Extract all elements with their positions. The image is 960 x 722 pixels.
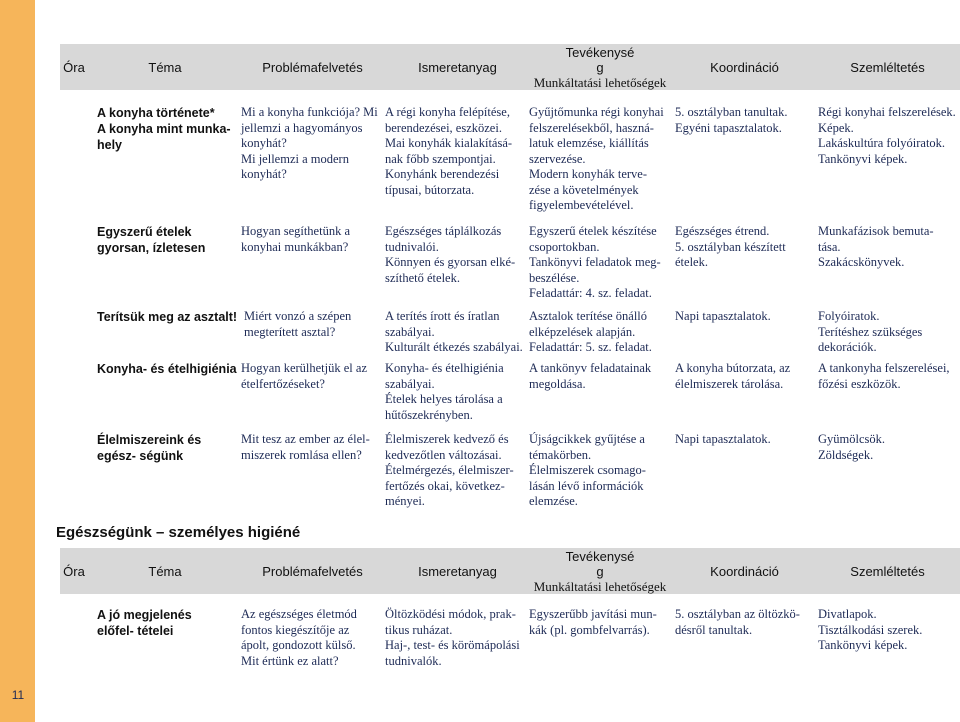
- row6-problema: Az egészséges életmód fontos kiegészítője az ápolt, gondozott külső. Mit értünk ez alatt?: [241, 607, 357, 668]
- row5-problema: Mit tesz az ember az élel- miszerek romlása ellen?: [241, 432, 370, 462]
- row6-szemleltetes: Divatlapok. Tisztálkodási szerek. Tankönyvi képek.: [818, 607, 923, 652]
- header-koordinacio: Koordináció: [710, 59, 779, 75]
- row2-szemleltetes: Munkafázisok bemuta- tása. Szakácskönyvek.: [818, 224, 934, 269]
- row1-koordinacio: 5. osztályban tanultak. Egyéni tapasztalatok.: [675, 105, 788, 135]
- row1-tevekenyseg: Gyűjtőmunka régi konyhai felszerelésekből, haszná- latuk elemzése, kiállítás szervezése. Modern konyhák terve- zése a követelmények figyelembevételével.: [529, 105, 664, 212]
- row4-tevekenyseg: A tankönyv feladatainak megoldása.: [529, 361, 652, 391]
- row4-ismeret: Konyha- és ételhigiénia szabályai. Ételek helyes tárolása a hűtőszekrényben.: [385, 361, 504, 422]
- row1-szemleltetes: Régi konyhai felszerelések. Képek. Lakáskultúra folyóiratok. Tankönyvi képek.: [818, 105, 956, 166]
- header-ismeretanyag: Ismeretanyag: [418, 563, 497, 579]
- row5-szemleltetes: Gyümölcsök. Zöldségek.: [818, 432, 886, 462]
- row5-tevekenyseg: Újságcikkek gyűjtése a témakörben. Élelmiszerek csomago- lásán lévő információk elemzése.: [529, 432, 646, 508]
- row2-tema: Egyszerű ételek gyorsan, ízletesen: [97, 225, 206, 255]
- row6-tema: A jó megjelenés előfel- tételei: [97, 608, 192, 638]
- header-ora: Óra: [63, 563, 85, 579]
- row4-szemleltetes: A tankonyha felszerelései, főzési eszközök.: [818, 361, 950, 391]
- row3-problema: Miért vonzó a szépen megterített asztal?: [244, 309, 352, 339]
- header-tema: Téma: [148, 563, 182, 579]
- section-title: Egészségünk – személyes higiéné: [56, 524, 301, 541]
- row3-koordinacio: Napi tapasztalatok.: [675, 309, 771, 323]
- header-tevekenyseg: [525, 548, 675, 594]
- header-koordinacio: Koordináció: [710, 563, 779, 579]
- side-stripe: [0, 0, 35, 722]
- row6-ismeret: Öltözködési módok, prak- tikus ruházat. Haj-, test- és körömápolási tudnivalók.: [385, 607, 520, 668]
- row5-koordinacio: Napi tapasztalatok.: [675, 432, 771, 446]
- row1-tema: A konyha története* A konyha mint munka- hely: [97, 106, 231, 152]
- header-ora: Óra: [63, 59, 85, 75]
- header-tevekenyseg-sub: Munkáltatási lehetőségek: [533, 74, 667, 90]
- row1-ismeret: A régi konyha felépítése, berendezései, eszközei. Mai konyhák kialakításá- nak főbb szempontjai. Konyhánk berendezési típusai, bútorzata.: [385, 105, 513, 197]
- row1-problema: Mi a konyha funkciója? Mi jellemzi a hagyományos konyhát? Mi jellemzi a modern konyhát?: [241, 105, 378, 181]
- header-ismeretanyag: Ismeretanyag: [418, 59, 497, 75]
- table-header-2: [60, 548, 960, 594]
- row6-tevekenyseg: Egyszerűbb javítási mun- kák (pl. gombfelvarrás).: [529, 607, 657, 637]
- row2-ismeret: Egészséges táplálkozás tudnivalói. Könnyen és gyorsan elké- szíthető ételek.: [385, 224, 516, 285]
- table-header-1: [60, 44, 960, 90]
- header-tevekenyseg: [525, 44, 675, 90]
- row4-problema: Hogyan kerülhetjük el az ételfertőzéseket?: [241, 361, 367, 391]
- header-tevekenyseg-title: Tevékenysé g: [565, 44, 635, 75]
- row3-ismeret: A terítés írott és íratlan szabályai. Kulturált étkezés szabályai.: [385, 309, 523, 354]
- header-tevekenyseg-sub: Munkáltatási lehetőségek: [533, 578, 667, 594]
- row2-tevekenyseg: Egyszerű ételek készítése csoportokban. Tankönyvi feladatok meg- beszélése. Feladattár: 4. sz. feladat.: [529, 224, 661, 300]
- header-problemafelvetes: Problémafelvetés: [262, 563, 363, 579]
- row2-koordinacio: Egészséges étrend. 5. osztályban készített ételek.: [675, 224, 786, 269]
- row4-tema: Konyha- és ételhigiénia: [97, 362, 237, 376]
- header-szemleltetes: Szemléltetés: [850, 59, 925, 75]
- row3-szemleltetes: Folyóiratok. Terítéshez szükséges dekorációk.: [818, 309, 923, 354]
- row5-tema: Élelmiszereink és egész- ségünk: [97, 433, 202, 463]
- header-szemleltetes: Szemléltetés: [850, 563, 925, 579]
- header-problemafelvetes: Problémafelvetés: [262, 59, 363, 75]
- row6-koordinacio: 5. osztályban az öltözkö- désről tanultak.: [675, 607, 800, 637]
- row3-tevekenyseg: Asztalok terítése önálló elképzelések alapján. Feladattár: 5. sz. feladat.: [529, 309, 652, 354]
- row5-ismeret: Élelmiszerek kedvező és kedvezőtlen változásai. Ételmérgezés, élelmiszer- fertőzés okai, következ- ményei.: [385, 432, 514, 508]
- header-tema: Téma: [148, 59, 182, 75]
- row2-problema: Hogyan segíthetünk a konyhai munkákban?: [241, 224, 351, 254]
- header-tevekenyseg-title: Tevékenysé g: [565, 548, 635, 579]
- row4-koordinacio: A konyha bútorzata, az élelmiszerek tárolása.: [675, 361, 791, 391]
- page-number: 11: [11, 688, 25, 702]
- row3-tema: Terítsük meg az asztalt!: [97, 310, 238, 324]
